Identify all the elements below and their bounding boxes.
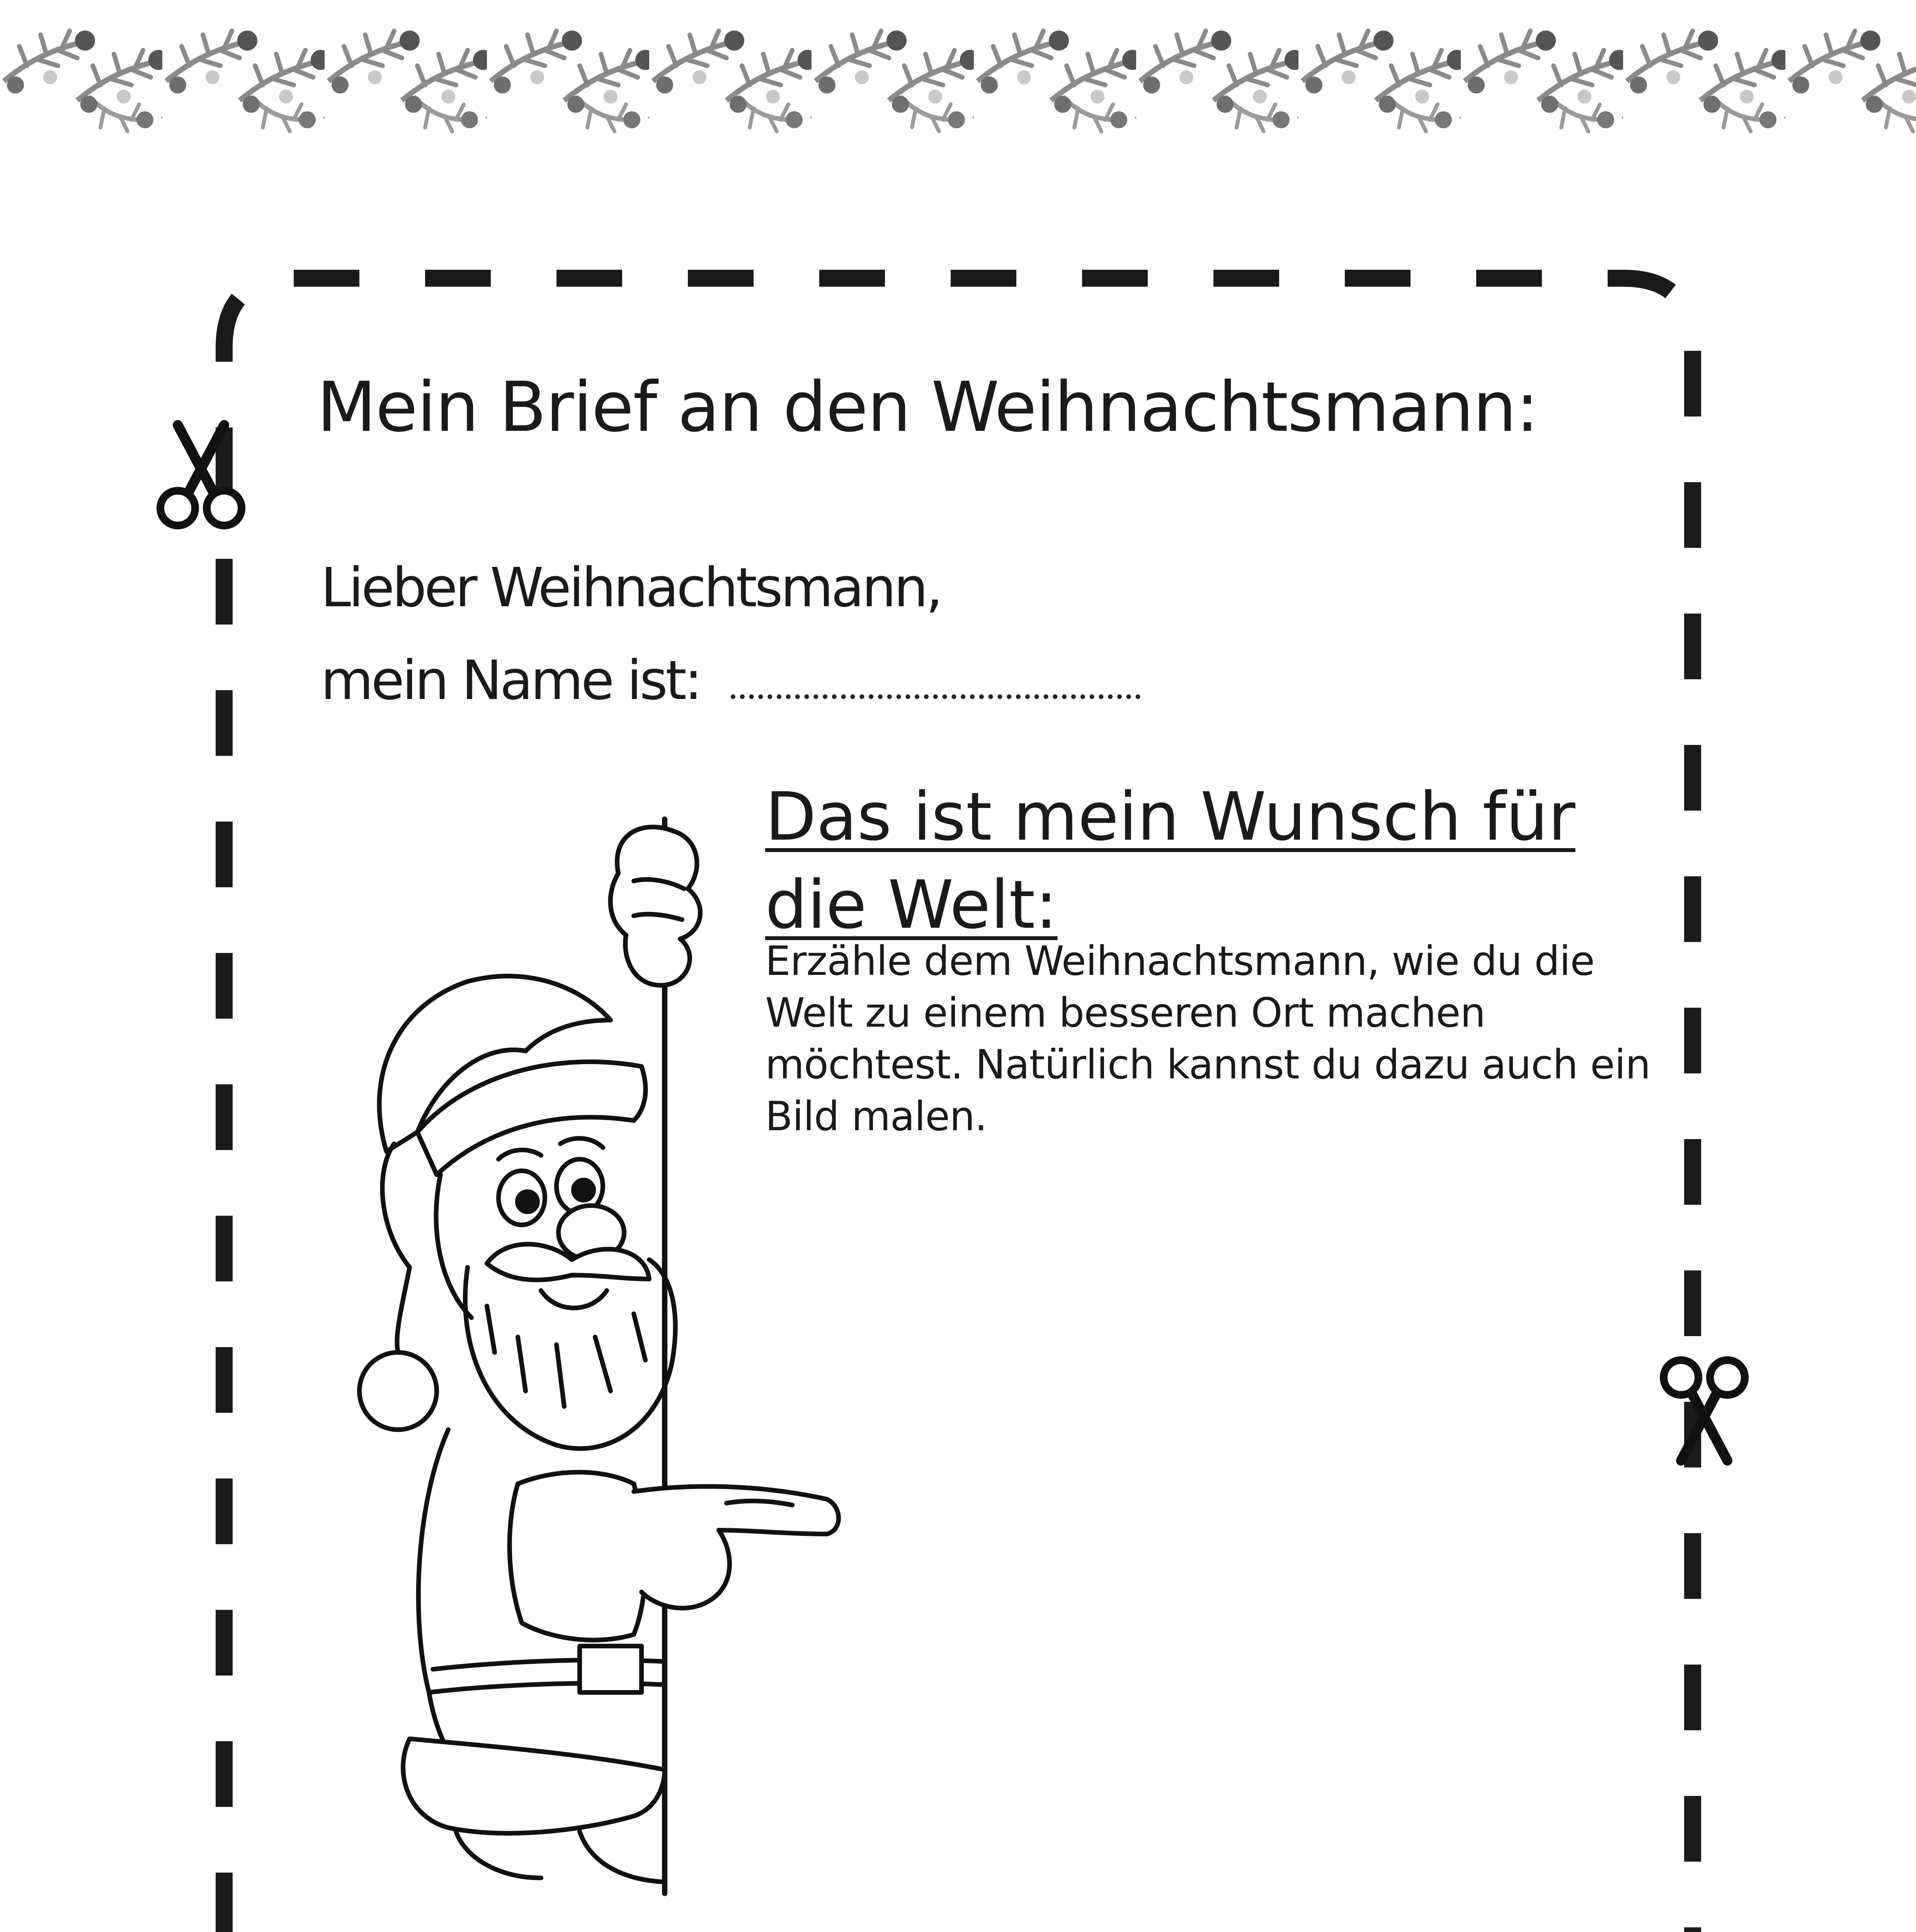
salutation: Lieber Weihnachtsmann, <box>321 556 941 619</box>
name-field-row <box>321 649 1140 712</box>
wish-instructions: Erzähle dem Weihnachtsmann, wie du die Welt zu einem besseren Ort machen möchtest. Natürlich kannst du dazu auch ein Bild malen. <box>765 937 1651 1140</box>
scissors-icon <box>1654 1352 1754 1468</box>
name-label: mein Name ist: <box>321 649 701 712</box>
name-dotted-line[interactable] <box>731 652 1140 699</box>
letter-title: Mein Brief an den Weihnachtsmann: <box>317 367 1538 447</box>
scissors-icon <box>151 417 251 533</box>
wish-heading: Das ist mein Wunsch für die Welt: <box>765 778 1576 944</box>
